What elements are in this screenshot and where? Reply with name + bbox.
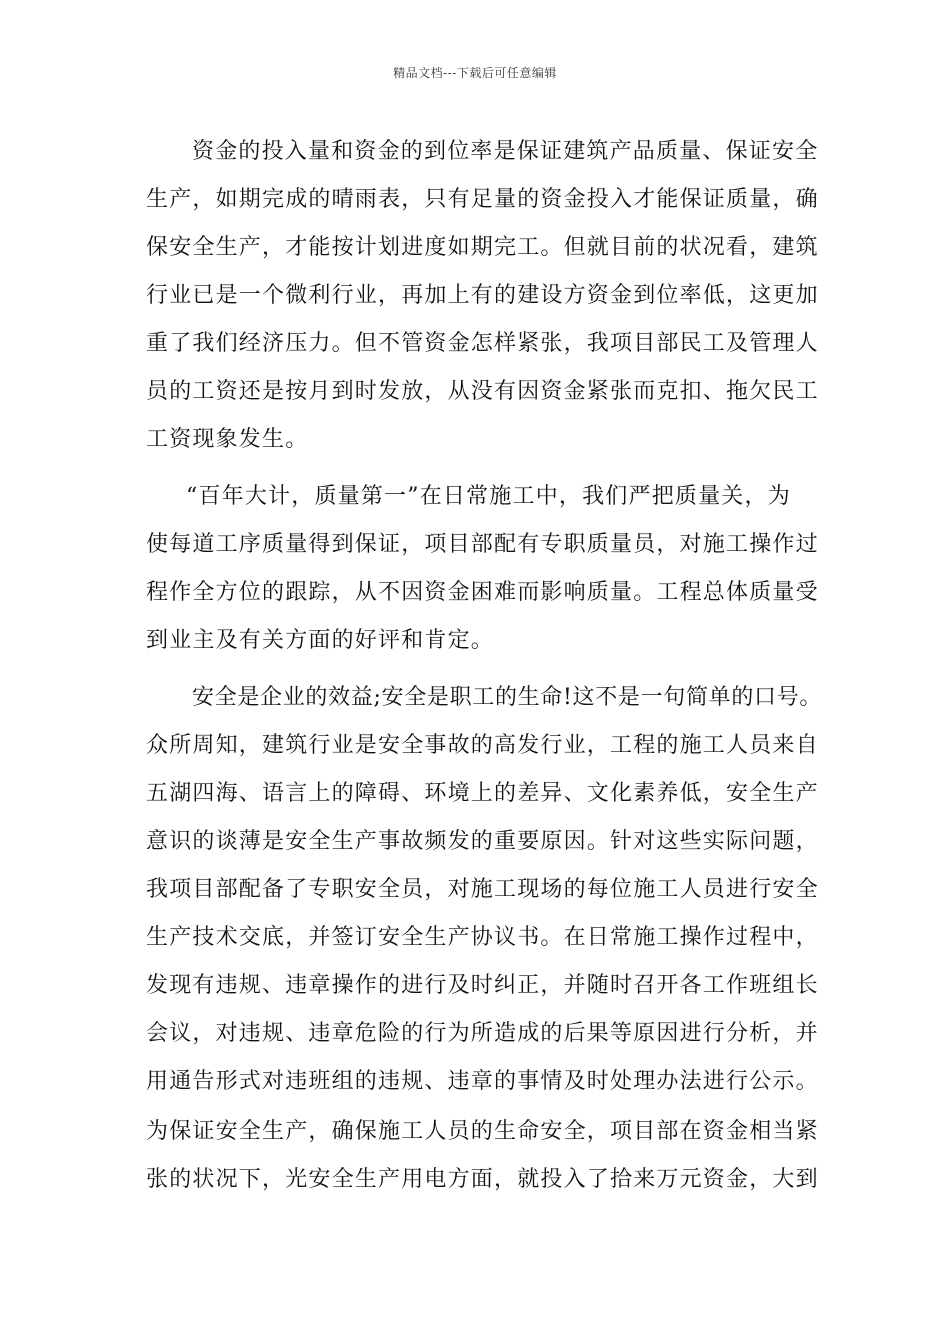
text-line: 保安全生产，才能按计划进度如期完工。但就目前的状况看，建筑 — [146, 235, 819, 260]
text-line: 五湖四海、语言上的障碍、环境上的差异、文化素养低，安全生产 — [146, 781, 819, 806]
text-line: 安全是企业的效益;安全是职工的生命!这不是一句简单的口号。 — [192, 685, 823, 710]
text-line: 行业已是一个微利行业，再加上有的建设方资金到位率低，这更加 — [146, 283, 819, 308]
text-line: 我项目部配备了专职安全员，对施工现场的每位施工人员进行安全 — [146, 877, 819, 902]
text-line: 发现有违规、违章操作的进行及时纠正，并随时召开各工作班组长 — [146, 973, 819, 998]
text-line: 意识的谈薄是安全生产事故频发的重要原因。针对这些实际问题， — [146, 829, 819, 854]
text-line: 为保证安全生产，确保施工人员的生命安全，项目部在资金相当紧 — [146, 1119, 819, 1144]
text-line: 生产技术交底，并签订安全生产协议书。在日常施工操作过程中， — [146, 925, 819, 950]
text-line: 用通告形式对违班组的违规、违章的事情及时处理办法进行公示。 — [146, 1069, 819, 1094]
text-line: 使每道工序质量得到保证，项目部配有专职质量员，对施工操作过 — [146, 532, 819, 557]
text-line: 张的状况下，光安全生产用电方面，就投入了拾来万元资金，大到 — [146, 1167, 819, 1192]
text-line: 程作全方位的跟踪，从不因资金困难而影响质量。工程总体质量受 — [146, 580, 819, 605]
text-line: 生产，如期完成的晴雨表，只有足量的资金投入才能保证质量，确 — [146, 187, 819, 212]
text-line: 资金的投入量和资金的到位率是保证建筑产品质量、保证安全 — [192, 139, 819, 164]
text-line: 员的工资还是按月到时发放，从没有因资金紧张而克扣、拖欠民工 — [146, 379, 819, 404]
text-line: “百年大计，质量第一”在日常施工中，我们严把质量关，为 — [186, 484, 791, 509]
text-line: 会议，对违规、违章危险的行为所造成的后果等原因进行分析，并 — [146, 1021, 819, 1046]
text-line: 重了我们经济压力。但不管资金怎样紧张，我项目部民工及管理人 — [146, 331, 819, 356]
page-header: 精品文档---下载后可任意编辑 — [393, 66, 557, 80]
text-line: 到业主及有关方面的好评和肯定。 — [146, 628, 495, 653]
text-line: 工资现象发生。 — [146, 427, 309, 452]
text-line: 众所周知，建筑行业是安全事故的高发行业，工程的施工人员来自 — [146, 733, 819, 758]
